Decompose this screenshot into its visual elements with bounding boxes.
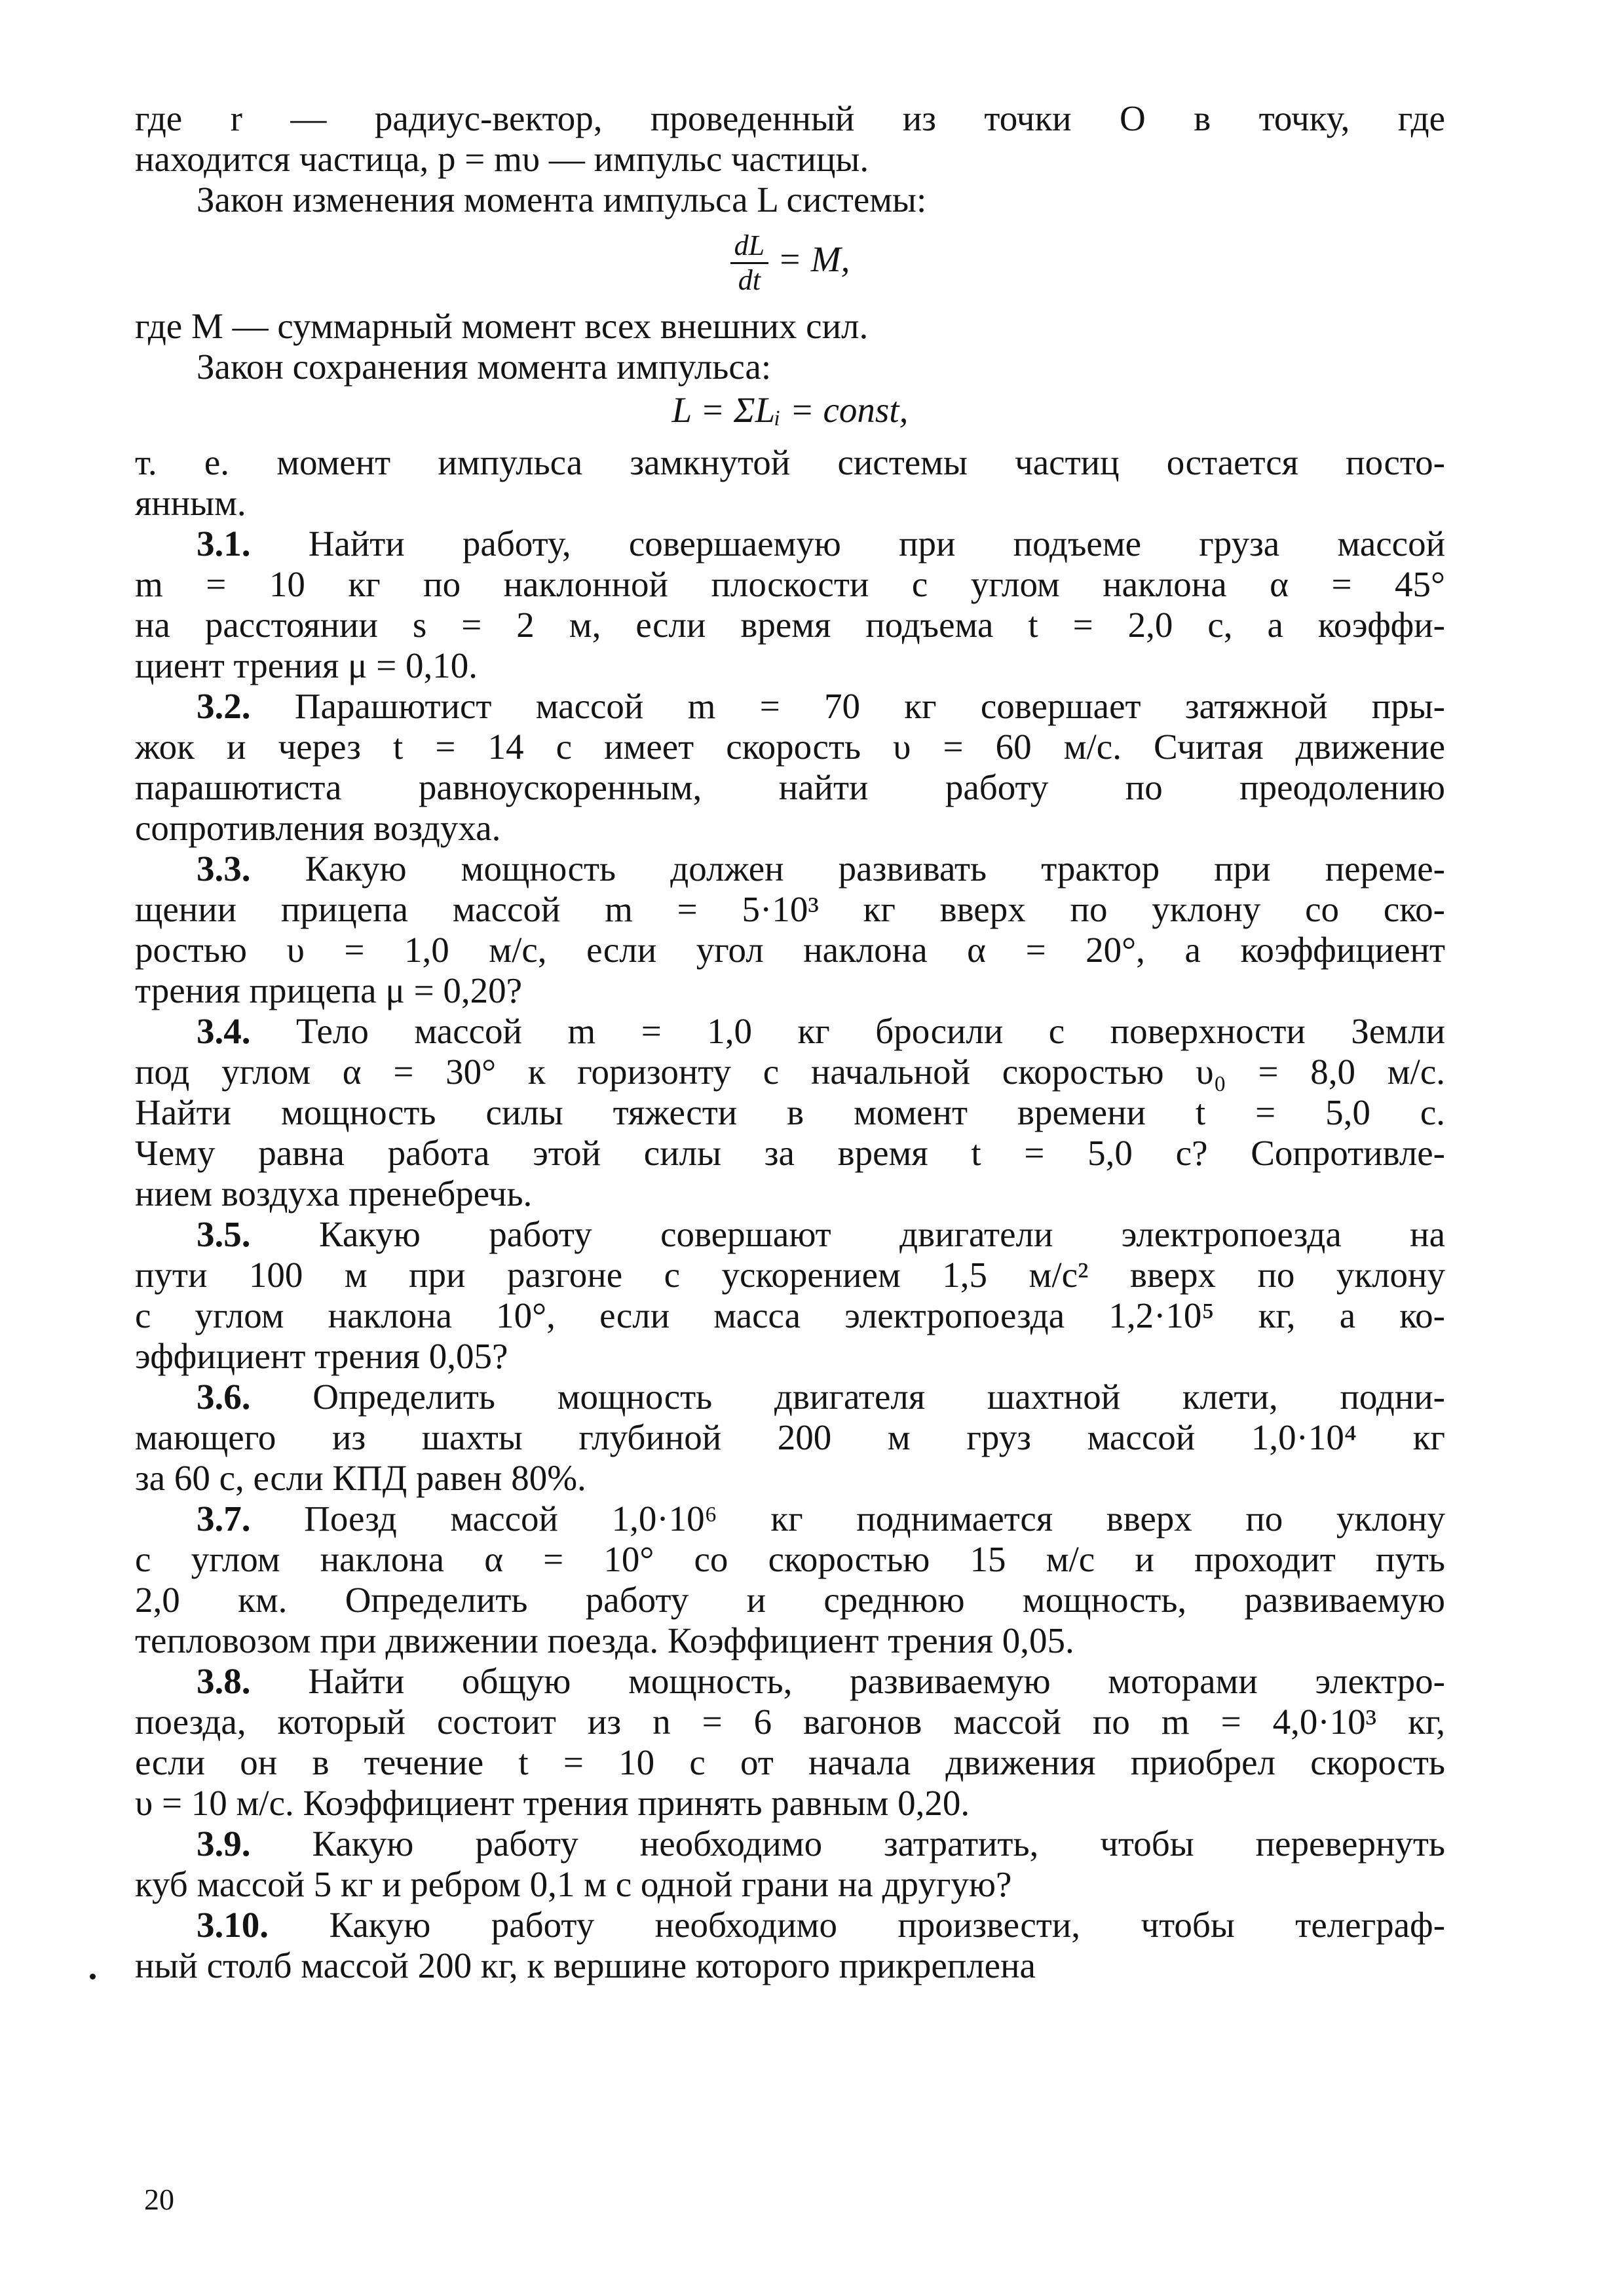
problem-3-5: [135, 1214, 1445, 1377]
problem-text: с углом наклона 10°, если масса электропоезда 1,2·10⁵ кг, а ко-: [135, 1295, 1445, 1335]
problem-line: [135, 767, 1445, 808]
problem-text: под углом α = 30° к горизонту с начальной скоростью υ₀ = 8,0 м/с.: [135, 1052, 1445, 1092]
problem-number: 3.9.: [197, 1824, 251, 1864]
problem-line: [135, 1255, 1445, 1295]
problem-3-1: [135, 524, 1445, 686]
problem-text: жок и через t = 14 с имеет скорость υ = 60 м/с. Считая движение: [135, 727, 1445, 767]
problem-text: Найти мощность силы тяжести в момент времени t = 5,0 с.: [135, 1092, 1445, 1132]
problem-line: [135, 1783, 1445, 1824]
problem-text: Тело массой m = 1,0 кг бросили с поверхности Земли: [296, 1011, 1446, 1051]
problem-line: [135, 930, 1445, 970]
problem-text: Найти общую мощность, развиваемую моторами электро-: [308, 1661, 1445, 1701]
problem-text: 2,0 км. Определить работу и среднюю мощность, развиваемую: [135, 1580, 1445, 1620]
text-line: Закон изменения момента импульса L системы:: [197, 180, 927, 220]
problem-line: [135, 605, 1445, 645]
problem-number: 3.10.: [197, 1905, 269, 1945]
problem-text: ный столб массой 200 кг, к вершине которого прикреплена: [135, 1945, 1036, 1985]
problem-line: [135, 1336, 1445, 1377]
problem-text: тепловозом при движении поезда. Коэффициент трения 0,05.: [135, 1620, 1074, 1660]
problem-text: за 60 с, если КПД равен 80%.: [135, 1458, 586, 1498]
problem-text: нием воздуха пренебречь.: [135, 1174, 533, 1214]
problem-number: 3.1.: [197, 524, 251, 564]
problem-3-9: [135, 1824, 1445, 1905]
problem-line: [135, 1458, 1445, 1499]
problem-text: щении прицепа массой m = 5·10³ кг вверх по уклону со ско-: [135, 889, 1445, 929]
problem-line: [135, 1661, 1445, 1702]
problem-line: [135, 686, 1445, 727]
problem-text: Какую работу необходимо произвести, чтобы телеграф-: [329, 1905, 1446, 1945]
page-body: [135, 98, 1445, 1986]
problem-line: [135, 1864, 1445, 1905]
problem-text: трения прицепа μ = 0,20?: [135, 970, 523, 1010]
problem-number: 3.8.: [197, 1661, 251, 1701]
problem-line: [135, 1214, 1445, 1255]
problem-line: [135, 645, 1445, 686]
problem-line: [135, 1824, 1445, 1864]
problem-text: на расстоянии s = 2 м, если время подъема t = 2,0 с, а коэффи-: [135, 605, 1445, 645]
text-line: янным.: [135, 483, 246, 523]
problem-line: [135, 1742, 1445, 1783]
fraction-denominator: dt: [738, 264, 761, 296]
fraction: [730, 229, 768, 297]
problem-line: [135, 1945, 1445, 1986]
formula-rhs: = M,: [777, 239, 850, 280]
problem-text: m = 10 кг по наклонной плоскости с углом наклона α = 45°: [135, 564, 1445, 604]
problem-text: Найти работу, совершаемую при подъеме груза массой: [308, 524, 1446, 564]
margin-dot: [90, 1974, 96, 1980]
problem-line: [135, 1174, 1445, 1214]
problem-line: [135, 889, 1445, 930]
problem-line: [135, 1092, 1445, 1133]
fraction-numerator: dL: [730, 229, 768, 264]
problem-text: Чему равна работа этой силы за время t = 5,0 с? Сопротивле-: [135, 1133, 1445, 1173]
problem-3-10: [135, 1905, 1445, 1986]
problem-line: [135, 1011, 1445, 1052]
problem-line: [135, 1620, 1445, 1661]
problem-number: 3.4.: [197, 1011, 251, 1051]
problem-number: 3.2.: [197, 686, 251, 726]
problem-text: ростью υ = 1,0 м/с, если угол наклона α = 20°, а коэффициент: [135, 930, 1445, 970]
problem-text: поезда, который состоит из n = 6 вагонов массой по m = 4,0·10³ кг,: [135, 1702, 1445, 1742]
problem-number: 3.6.: [197, 1377, 251, 1417]
problem-text: циент трения μ = 0,10.: [135, 645, 478, 685]
problem-3-8: [135, 1661, 1445, 1824]
problem-text: эффициент трения 0,05?: [135, 1336, 508, 1376]
problem-text: с углом наклона α = 10° со скоростью 15 м/с и проходит путь: [135, 1539, 1445, 1579]
problem-text: сопротивления воздуха.: [135, 808, 501, 848]
problem-text: пути 100 м при разгоне с ускорением 1,5 м/с² вверх по уклону: [135, 1255, 1445, 1295]
problem-line: [135, 1295, 1445, 1336]
problem-list: [135, 524, 1445, 1986]
problem-line: [135, 1417, 1445, 1458]
text-line: т. е. момент импульса замкнутой системы частиц остается посто-: [135, 442, 1445, 482]
formula-dL-dt: [135, 229, 1445, 297]
problem-line: [135, 849, 1445, 889]
problem-line: [135, 1133, 1445, 1174]
problem-text: если он в течение t = 10 с от начала движения приобрел скорость: [135, 1742, 1445, 1782]
problem-text: Какую работу совершают двигатели электропоезда на: [318, 1214, 1446, 1254]
text-line: находится частица, p = mυ — импульс частицы.: [135, 139, 869, 179]
problem-3-3: [135, 849, 1445, 1011]
problem-text: парашютиста равноускоренным, найти работу по преодолению: [135, 767, 1445, 807]
problem-3-2: [135, 686, 1445, 849]
problem-line: [135, 1702, 1445, 1742]
problem-text: куб массой 5 кг и ребром 0,1 м с одной грани на другую?: [135, 1864, 1012, 1904]
problem-number: 3.3.: [197, 849, 251, 889]
problem-line: [135, 524, 1445, 564]
problem-line: [135, 564, 1445, 605]
problem-line: [135, 1377, 1445, 1417]
text-line: Закон сохранения момента импульса:: [197, 347, 772, 387]
problem-text: мающего из шахты глубиной 200 м груз массой 1,0·10⁴ кг: [135, 1417, 1445, 1457]
problem-line: [135, 1905, 1445, 1945]
problem-line: [135, 1539, 1445, 1580]
problem-3-4: [135, 1011, 1445, 1214]
text-line: где r — радиус-вектор, проведенный из точки О в точку, где: [135, 98, 1445, 138]
problem-number: 3.7.: [197, 1499, 251, 1539]
problem-line: [135, 808, 1445, 849]
problem-text: υ = 10 м/с. Коэффициент трения принять равным 0,20.: [135, 1783, 970, 1823]
problem-3-6: [135, 1377, 1445, 1499]
problem-text: Какую мощность должен развивать трактор при переме-: [305, 849, 1445, 889]
problem-line: [135, 1052, 1445, 1092]
problem-text: Поезд массой 1,0·10⁶ кг поднимается вверх по уклону: [304, 1499, 1445, 1539]
problem-text: Парашютист массой m = 70 кг совершает затяжной пры-: [294, 686, 1445, 726]
formula-conservation: L = ΣLᵢ = const,: [671, 390, 909, 430]
problem-line: [135, 1499, 1445, 1539]
problem-line: [135, 1580, 1445, 1620]
problem-text: Какую работу необходимо затратить, чтобы перевернуть: [312, 1824, 1445, 1864]
problem-number: 3.5.: [197, 1214, 251, 1254]
problem-text: Определить мощность двигателя шахтной клети, подни-: [312, 1377, 1445, 1417]
text-line: где M — суммарный момент всех внешних сил.: [135, 306, 869, 346]
problem-line: [135, 970, 1445, 1011]
problem-3-7: [135, 1499, 1445, 1661]
page-number: 20: [144, 2183, 174, 2216]
problem-line: [135, 727, 1445, 767]
